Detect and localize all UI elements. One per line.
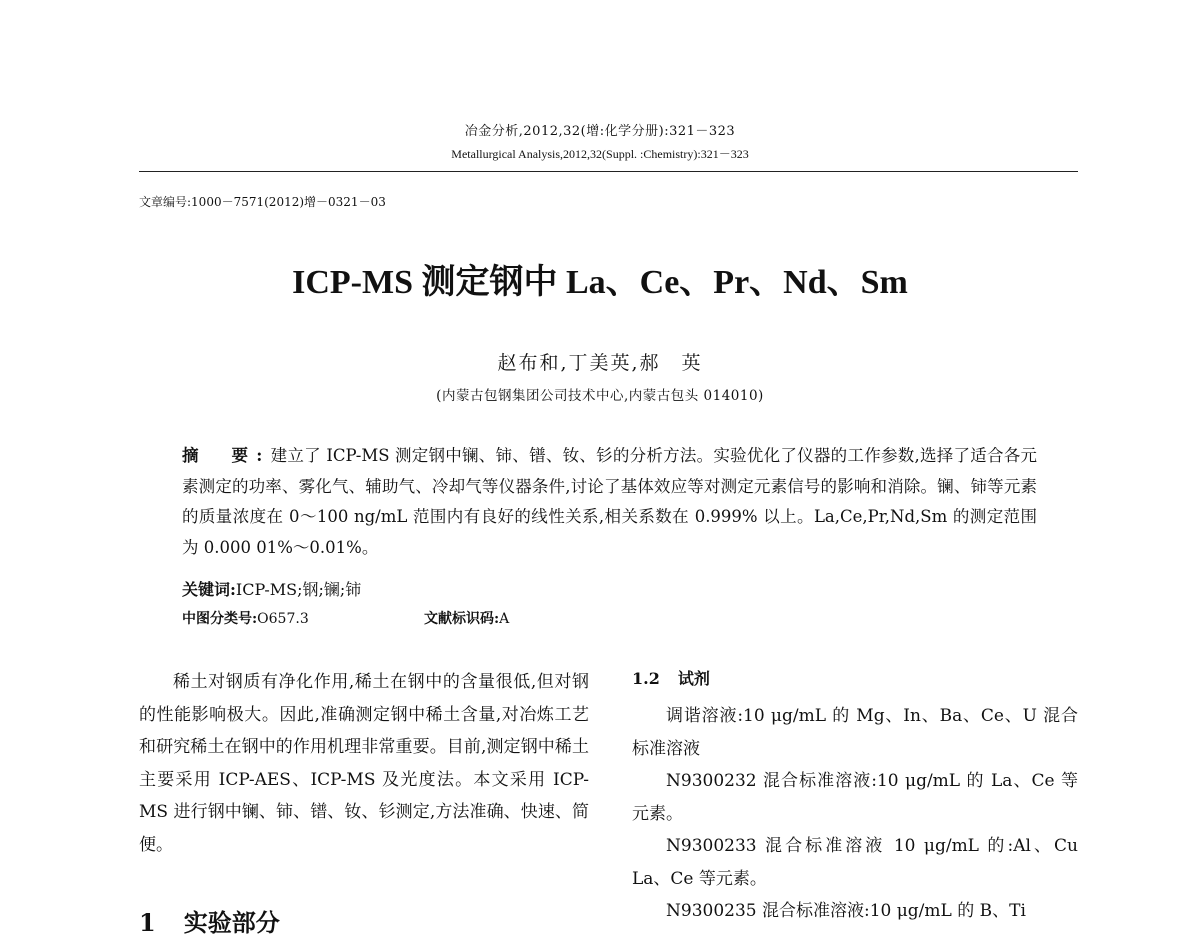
abstract — [182, 441, 1037, 563]
reagent-paragraph: N9300232 混合标准溶液:10 μg/mL 的 La、Ce 等元素。 — [632, 771, 1078, 824]
classification-number — [182, 608, 309, 628]
document-code-label: 文献标识码: — [424, 611, 500, 627]
abstract-label: 摘 要: — [182, 446, 271, 465]
paper-title: ICP-MS 测定钢中 La、Ce、Pr、Nd、Sm — [292, 264, 908, 301]
document-code-value: A — [499, 611, 510, 627]
intro-paragraph: 稀土对钢质有净化作用,稀土在钢中的含量很低,但对钢的性能影响极大。因此,准确测定钢中稀土含量,对冶炼工艺和研究稀土在钢中的作用机理非常重要。目前,测定钢中稀土主要采用 ICP-AES、ICP-MS 及光度法。本文采用 ICP-MS 进行钢中镧、铈、镨、钕、钐测定,方法准确、快速、简便。 — [139, 672, 589, 855]
keywords-text: ICP-MS;钢;镧;铈 — [235, 580, 362, 599]
reagent-paragraph: N9300235 混合标准溶液:10 μg/mL 的 B、Ti — [666, 901, 1026, 921]
abstract-text: 建立了 ICP-MS 测定钢中镧、铈、镨、钕、钐的分析方法。实验优化了仪器的工作参数,选择了适合各元素测定的功率、雾化气、辅助气、冷却气等仪器条件,讨论了基体效应等对测定元素信号的影响和消除。镧、铈等元素的质量浓度在 0～100 ng/mL 范围内有良好的线性关系,相关系数在 0.999% 以上。La,Ce,Pr,Nd,Sm 的测定范围为 0.000 01%～0.01%。 — [182, 446, 1038, 557]
keywords — [182, 577, 361, 600]
journal-citation-cn: 冶金分析,2012,32(增:化学分册):321－323 — [464, 124, 736, 139]
classification-value: O657.3 — [257, 611, 309, 627]
reagent-paragraph: N9300233 混合标准溶液 10 μg/mL 的:Al、Cu La、Ce 等元素。 — [632, 836, 1078, 889]
section-number: 1 — [139, 908, 156, 937]
authors: 赵布和,丁美英,郝 英 — [497, 352, 703, 374]
subsection-heading-1-2 — [632, 666, 1078, 689]
subsection-title: 试剂 — [677, 669, 710, 688]
keywords-label: 关键词: — [182, 580, 236, 599]
subsection-number: 1.2 — [632, 669, 660, 688]
document-code — [424, 608, 509, 628]
affiliation: (内蒙古包钢集团公司技术中心,内蒙古包头 014010) — [436, 388, 764, 404]
journal-citation-en: Metallurgical Analysis,2012,32(Suppl. :Chemistry):321－323 — [451, 147, 749, 161]
classification-label: 中图分类号: — [182, 611, 258, 627]
header-rule — [139, 171, 1078, 172]
article-number: 文章编号:1000－7571(2012)增－0321－03 — [139, 195, 386, 209]
reagent-paragraph: 调谐溶液:10 μg/mL 的 Mg、In、Ba、Ce、U 混合标准溶液 — [632, 706, 1078, 759]
section-heading-1 — [139, 903, 280, 938]
section-title: 实验部分 — [183, 908, 280, 937]
